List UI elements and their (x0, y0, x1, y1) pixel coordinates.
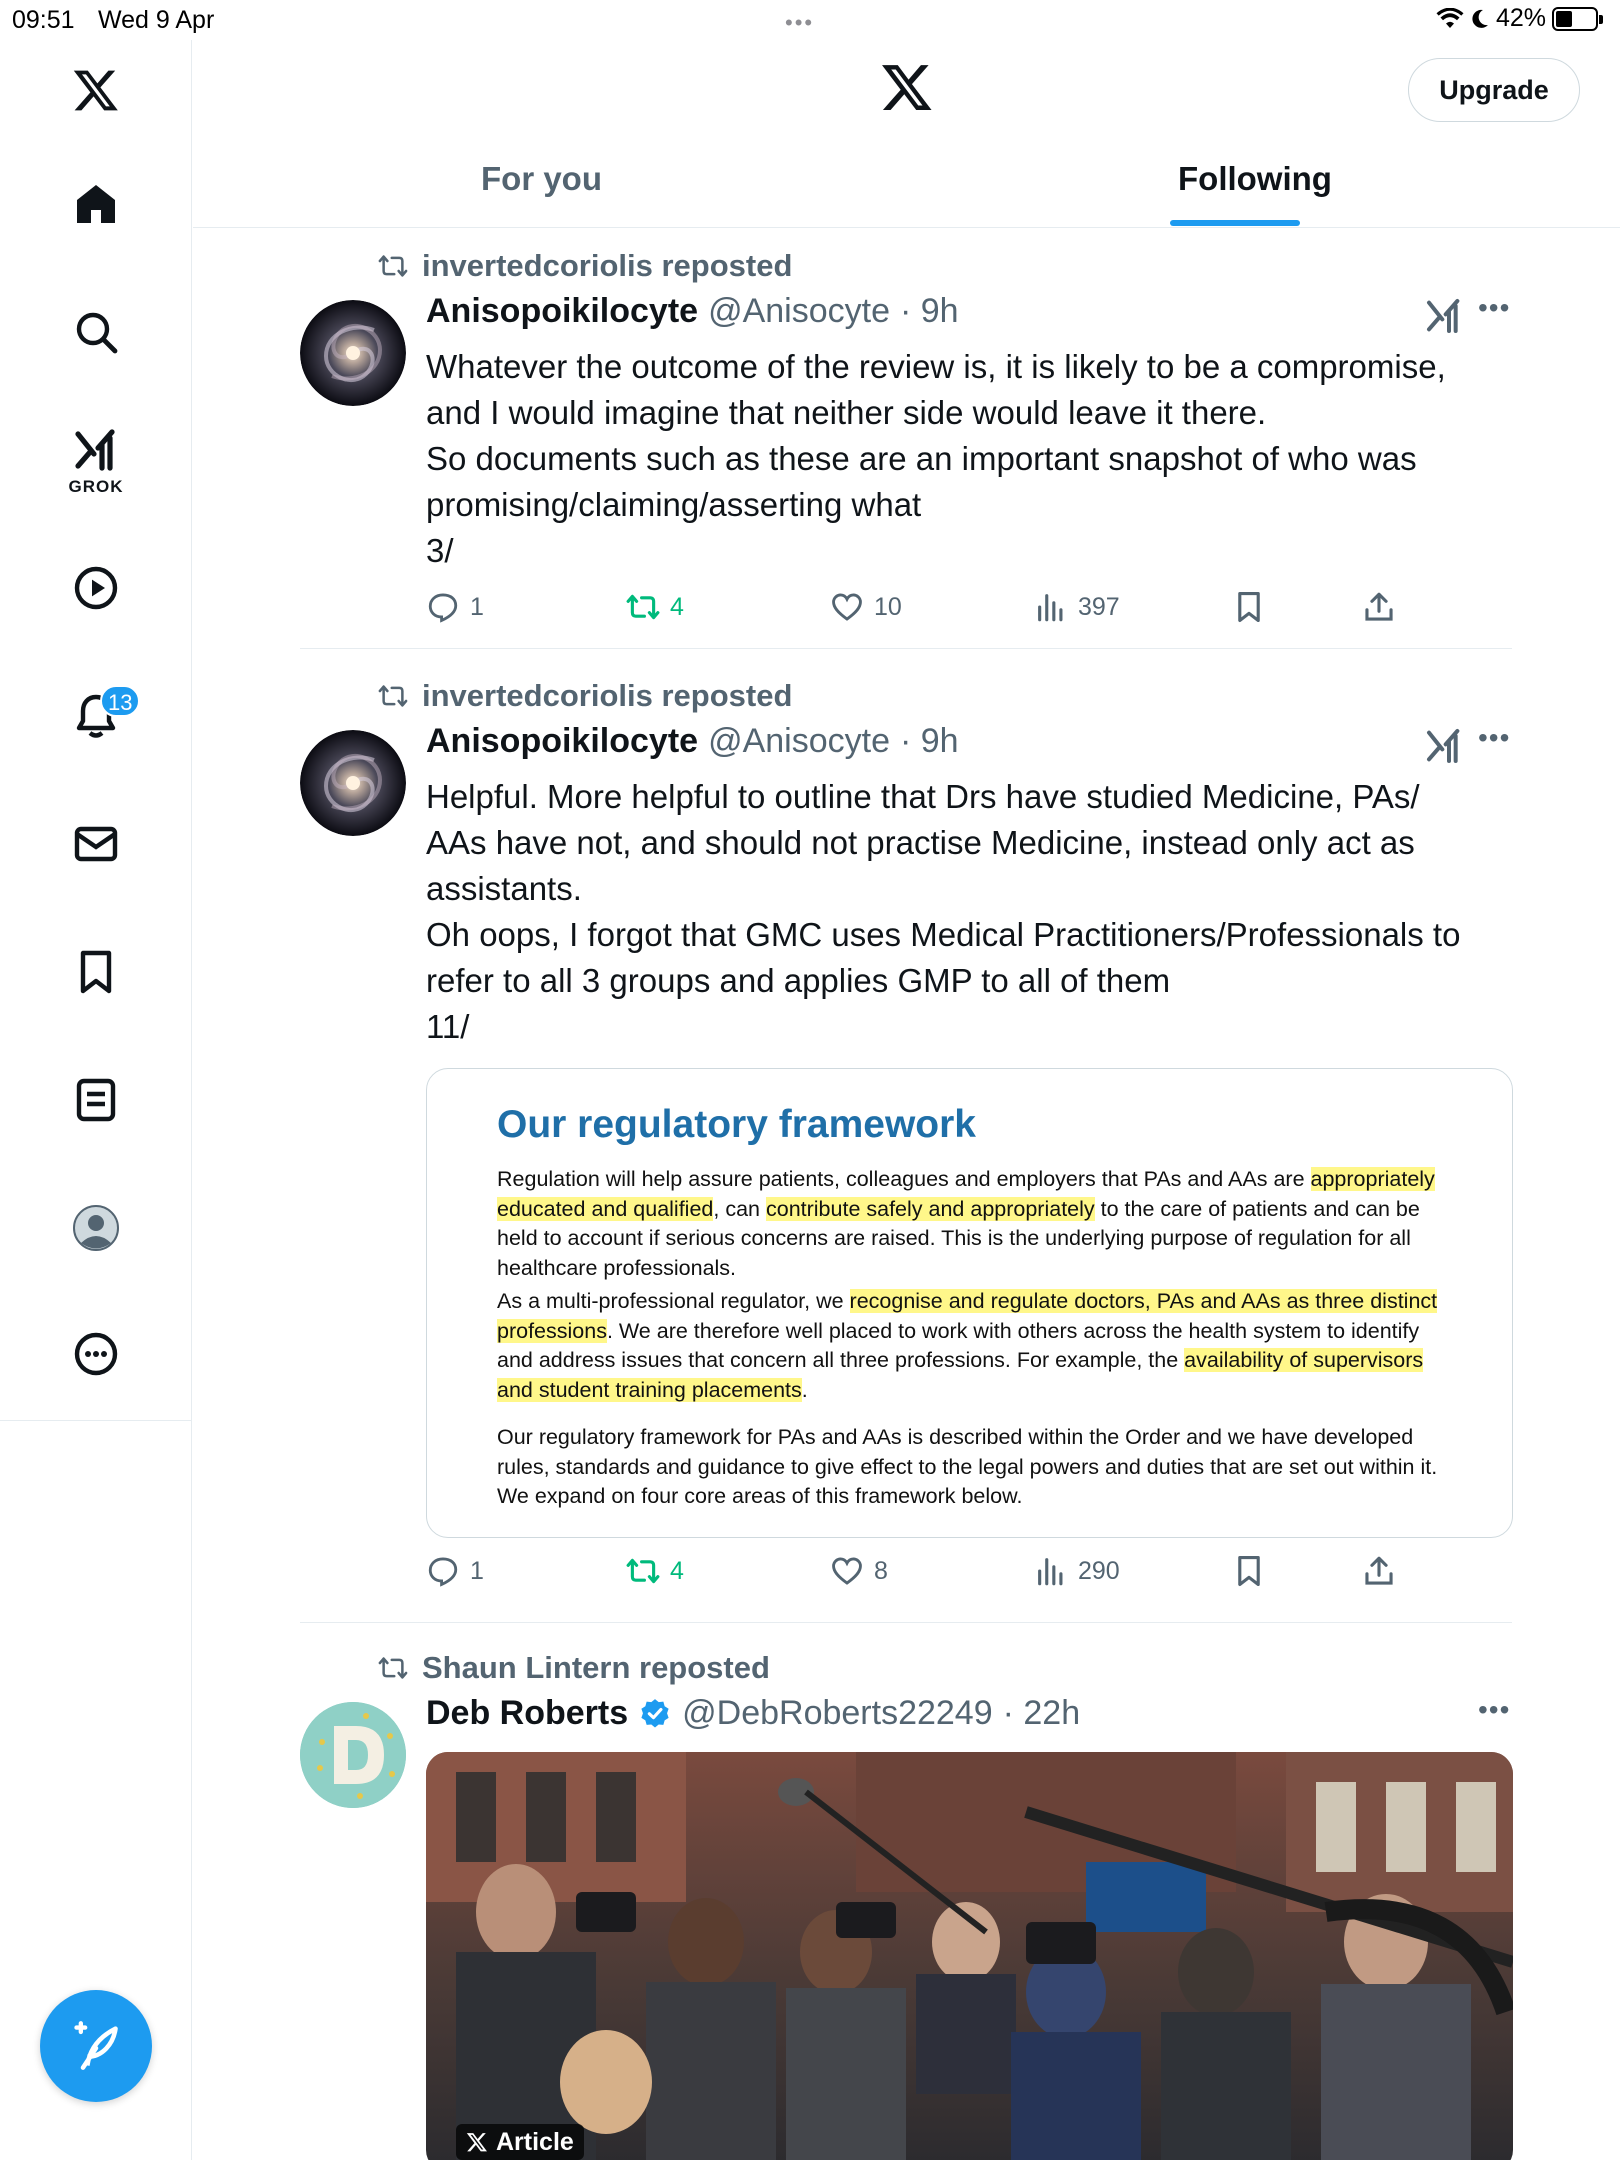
reply-button[interactable] (426, 590, 484, 624)
document-paragraph (497, 1287, 1457, 1405)
compose-feather-icon (70, 2020, 122, 2072)
sidebar-divider (0, 1420, 192, 1421)
press-scrum-photo (426, 1752, 1513, 2160)
active-tab-indicator (1170, 220, 1300, 226)
more-options-icon[interactable]: ••• (1478, 1694, 1511, 1725)
grok-explain-icon[interactable] (1424, 296, 1464, 336)
repost-attribution[interactable] (376, 248, 792, 284)
views-button[interactable] (1034, 1554, 1120, 1588)
post-text-line: AAs have not, and should not practise Medicine, instead only act as (426, 824, 1415, 861)
doc-highlight: contribute safely and appropriately (765, 1196, 1095, 1221)
bookmark-icon (1232, 1554, 1266, 1588)
lists-icon[interactable] (54, 1058, 138, 1142)
bookmark-button[interactable] (1232, 1554, 1266, 1588)
post-actions (426, 590, 1426, 630)
repost-count: 4 (670, 592, 684, 621)
status-time: 09:51 (12, 6, 75, 34)
bookmark-button[interactable] (1232, 590, 1266, 624)
avatar[interactable] (300, 1702, 406, 1808)
letter-d-avatar (300, 1702, 406, 1808)
post-time[interactable]: · 9h (899, 722, 959, 760)
status-date: Wed 9 Apr (98, 6, 215, 34)
doc-text: , can (713, 1196, 766, 1221)
post-author-row (426, 292, 959, 331)
heart-icon (830, 1554, 864, 1588)
more-options-icon[interactable]: ••• (1478, 292, 1511, 323)
post-text-line: Oh oops, I forgot that GMC uses Medical Practitioners/Professionals to (426, 916, 1461, 953)
notifications-badge: 13 (100, 685, 140, 717)
more-options-icon[interactable]: ••• (1478, 722, 1511, 753)
author-handle[interactable]: @Anisocyte (708, 292, 890, 330)
doc-highlight: recognise and regulate doctors, PAs and AAs as three distinct professions (497, 1289, 1438, 1343)
repost-attribution-text: invertedcoriolis reposted (422, 678, 793, 713)
spiral-galaxy-avatar (300, 300, 406, 406)
x-logo-icon (466, 2131, 488, 2153)
repost-attribution[interactable] (376, 678, 792, 714)
post-time[interactable]: · 22h (1002, 1694, 1081, 1732)
views-chart-icon (1034, 1554, 1068, 1588)
moon-icon (1470, 8, 1490, 30)
x-logo-icon (880, 60, 934, 114)
search-icon[interactable] (54, 290, 138, 374)
views-count: 290 (1078, 1556, 1120, 1585)
repost-icon (376, 251, 410, 281)
post-text-line: Helpful. More helpful to outline that Drs have studied Medicine, PAs/ (426, 778, 1420, 815)
battery-percent: 42% (1495, 4, 1546, 32)
post-text-line: 11/ (426, 1008, 470, 1045)
doc-highlight: appropriately educated and qualified (497, 1167, 1435, 1221)
messages-envelope-icon[interactable] (54, 802, 138, 886)
more-menu-icon[interactable] (54, 1312, 138, 1396)
sidebar (0, 40, 192, 2160)
status-right (1436, 4, 1598, 33)
avatar[interactable] (300, 300, 406, 406)
post-text (426, 344, 1506, 574)
grok-explain-icon[interactable] (1424, 726, 1464, 766)
document-paragraph: Our regulatory framework for PAs and AAs is described within the Order and we have developed rules, standards and guidance to give effect to the legal powers and duties that are set out within it. We expand on four core areas of this framework below. (497, 1425, 1438, 1508)
verified-badge-icon (638, 1697, 672, 1731)
post-text (426, 774, 1506, 1050)
author-name[interactable]: Anisopoikilocyte (426, 722, 699, 760)
share-icon (1362, 1554, 1396, 1588)
post[interactable] (300, 670, 1512, 1620)
home-icon[interactable] (54, 162, 138, 246)
post-author-row (426, 722, 959, 761)
repost-attribution-text: Shaun Lintern reposted (422, 1650, 770, 1685)
post-divider (300, 648, 1512, 649)
share-icon (1362, 590, 1396, 624)
bookmark-icon (1232, 590, 1266, 624)
repost-attribution-text: invertedcoriolis reposted (422, 248, 793, 283)
repost-button[interactable] (626, 1554, 684, 1588)
repost-icon (376, 681, 410, 711)
post-divider (300, 1622, 1512, 1623)
post-author-row (426, 1694, 1080, 1733)
avatar[interactable] (300, 730, 406, 836)
x-logo-icon[interactable] (54, 48, 138, 132)
author-handle[interactable]: @DebRoberts22249 (682, 1694, 993, 1732)
post-text-line: 3/ (426, 532, 454, 569)
spiral-galaxy-avatar (300, 730, 406, 836)
reply-button[interactable] (426, 1554, 484, 1588)
heart-icon (830, 590, 864, 624)
reply-icon (426, 1554, 460, 1588)
article-image[interactable] (426, 1752, 1513, 2160)
doc-text: to the care of patients and can be held to account if serious concerns are raised. This is the underlying purpose of regulation for all healthcare professionals. (497, 1196, 1420, 1280)
compose-post-button[interactable] (40, 1990, 152, 2102)
upgrade-button[interactable]: Upgrade (1408, 58, 1580, 122)
like-button[interactable] (830, 590, 902, 624)
document-image[interactable] (426, 1068, 1513, 1538)
share-button[interactable] (1362, 1554, 1396, 1588)
reply-count: 1 (470, 592, 484, 621)
post-text-line: assistants. (426, 870, 582, 907)
battery-icon (1552, 7, 1598, 31)
repost-icon (626, 590, 660, 624)
author-handle[interactable]: @Anisocyte (708, 722, 890, 760)
share-button[interactable] (1362, 590, 1396, 624)
wifi-icon (1436, 8, 1464, 30)
like-count: 10 (874, 592, 902, 621)
post-text-line: and I would imagine that neither side would leave it there. (426, 394, 1267, 431)
post[interactable] (300, 1642, 1512, 2160)
author-name[interactable]: Anisopoikilocyte (426, 292, 699, 330)
multitasking-dots-icon[interactable]: ••• (785, 10, 815, 35)
tab-following[interactable]: Following (1178, 160, 1332, 197)
doc-text: As a multi-professional regulator, we (497, 1289, 850, 1313)
profile-avatar-icon[interactable] (54, 1186, 138, 1270)
post-text-line: So documents such as these are an important snapshot of who was (426, 440, 1417, 477)
doc-text: . (801, 1377, 808, 1402)
post-time[interactable]: · 9h (899, 292, 959, 330)
reply-icon (426, 590, 460, 624)
timeline-header (193, 40, 1620, 228)
battery-fill (1556, 11, 1572, 27)
doc-text: . We are therefore well placed to work with others across the health system to identify and address issues that concern all three professions. For example, the (497, 1318, 1420, 1372)
tab-for-you[interactable]: For you (481, 160, 602, 197)
repost-icon (376, 1653, 410, 1683)
author-name[interactable]: Deb Roberts (426, 1694, 629, 1732)
repost-count: 4 (670, 1556, 684, 1585)
play-video-icon[interactable] (54, 546, 138, 630)
document-paragraph (497, 1165, 1457, 1283)
repost-attribution[interactable] (376, 1650, 770, 1686)
doc-highlight: availability of supervisors and student training placements (497, 1348, 1424, 1402)
post-text-line: promising/claiming/asserting what (426, 486, 922, 523)
grok-label: GROK (68, 477, 124, 496)
post-actions (426, 1554, 1426, 1594)
post[interactable] (300, 240, 1512, 650)
post-text-line: Whatever the outcome of the review is, it is likely to be a compromise, (426, 348, 1446, 385)
like-button[interactable] (830, 1554, 888, 1588)
views-chart-icon (1034, 590, 1068, 624)
views-count: 397 (1078, 592, 1120, 621)
repost-button[interactable] (626, 590, 684, 624)
post-text-line: refer to all 3 groups and applies GMP to all of them (426, 962, 1171, 999)
like-count: 8 (874, 1556, 888, 1585)
bookmarks-icon[interactable] (54, 930, 138, 1014)
document-title: Our regulatory framework (497, 1103, 976, 1146)
status-bar (0, 0, 1620, 40)
repost-icon (626, 1554, 660, 1588)
views-button[interactable] (1034, 590, 1120, 624)
reply-count: 1 (470, 1556, 484, 1585)
doc-text: Regulation will help assure patients, colleagues and employers that PAs and AAs are (497, 1167, 1311, 1191)
article-tag (456, 2124, 584, 2160)
article-tag-label: Article (496, 2127, 574, 2156)
